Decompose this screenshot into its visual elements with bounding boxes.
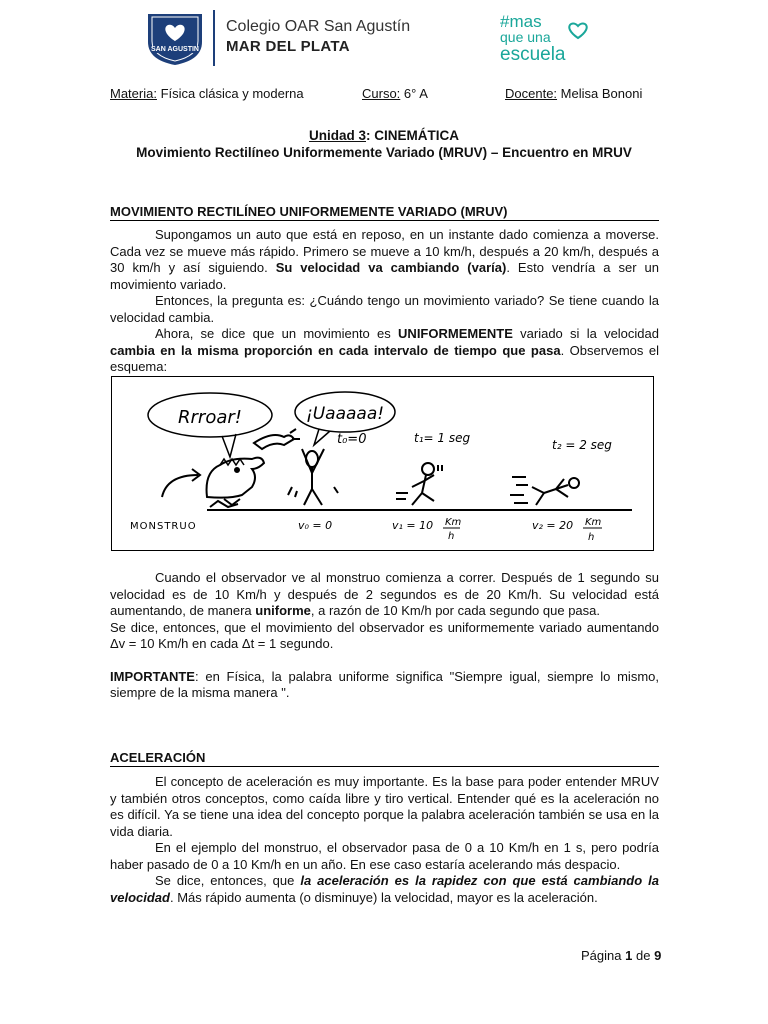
slogan-line-3: escuela	[500, 44, 566, 64]
paragraph-7: En el ejemplo del monstruo, el observador pasa de 0 a 10 Km/h en 1 s, pero podría haber pasado de 0 a 10 Km/h en un año. En ese caso estaría acelerando más despacio.	[110, 840, 659, 872]
label-v0: v₀ = 0	[298, 519, 333, 532]
label-v2-unit-h: h	[588, 532, 595, 543]
label-v1-unit-km: Km	[445, 517, 462, 528]
heart-icon	[569, 23, 586, 38]
course-value: 6° A	[403, 86, 428, 101]
course	[362, 86, 428, 101]
teacher-label: Docente:	[505, 86, 558, 101]
observer-running-2-drawing	[510, 477, 579, 505]
section-aceleracion-text	[110, 774, 659, 906]
mruv-figure	[111, 376, 654, 551]
page-subtitle: Movimiento Rectilíneo Uniformemente Variado (MRUV) – Encuentro en MRUV	[136, 145, 632, 160]
label-v2: v₂ = 20	[532, 519, 574, 532]
course-label: Curso:	[362, 86, 401, 101]
paragraph-5: Se dice, entonces, que el movimiento del observador es uniformemente variado aumentando Δv = 10 Km/h en cada Δt = 1 segundo.	[110, 619, 659, 651]
section-rule	[110, 220, 659, 221]
section-mruv-text	[110, 227, 659, 376]
section-heading-aceleracion: ACELERACIÓN	[110, 750, 206, 765]
person-scream-text: ¡Uaaaaa!	[305, 404, 385, 424]
school-logo	[145, 10, 205, 66]
unit-title	[0, 128, 768, 143]
paragraph-2: Entonces, la pregunta es: ¿Cuándo tengo un movimiento variado? Se tiene cuando la velocidad cambia.	[110, 293, 659, 325]
monster-drawing	[162, 458, 264, 507]
slogan-line-2: que una	[500, 29, 551, 45]
paragraph-1: Supongamos un auto que está en reposo, en un instante dado comienza a moverse. Cada vez se mueve más rápido. Primero se mueve a 10 km/h, después a 20 km/h, después a 30 km/h y así siguiendo. Su velocidad va cambiando (varía). Esto vendría a ser un movimiento variado.	[110, 227, 659, 292]
important-note: IMPORTANTE: en Física, la palabra uniforme significa "Siempre igual, siempre lo mismo, siempre de la misma manera ".	[110, 668, 659, 700]
label-v1-unit-h: h	[448, 531, 455, 542]
label-v2-unit-km: Km	[585, 517, 602, 528]
paragraph-4: Cuando el observador ve al monstruo comienza a correr. Después de 1 segundo su velocidad es de 10 Km/h y después de 2 segundos es de 20 Km/h. Su velocidad está aumentando, de manera uniforme, a razón de 10 Km/h por cada segundo que pasa.	[110, 570, 659, 618]
section-rule-2	[110, 766, 659, 767]
paragraph-3: Ahora, se dice que un movimiento es UNIFORMEMENTE variado si la velocidad cambia en la misma proporción en cada intervalo de tiempo que pasa. Observemos el esquema:	[110, 326, 659, 374]
paragraph-8: Se dice, entonces, que la aceleración es la rapidez con que está cambiando la velocidad. Más rápido aumenta (o disminuye) la velocidad, mayor es la aceleración.	[110, 873, 660, 905]
paragraph-6: El concepto de aceleración es muy importante. Es la base para poder entender MRUV y también otros conceptos, como caída libre y tiro vertical. Entender qué es la aceleración no es difícil. Ya se tiene una idea del concepto porque la palabra aceleración también se usa en la vida diaria.	[110, 774, 659, 839]
label-t2: t₂ = 2 seg	[552, 438, 612, 452]
label-monster: MONSTRUO	[130, 521, 197, 532]
slogan-logo	[500, 12, 590, 64]
label-t0: t₀=0	[337, 432, 367, 447]
subject-label: Materia:	[110, 86, 157, 101]
slogan-line-1: #mas	[500, 12, 542, 31]
observer-standing-drawing	[288, 449, 338, 505]
unit-rest: : CINEMÁTICA	[366, 128, 459, 143]
monster-claw-drawing	[254, 429, 300, 449]
label-t1: t₁= 1 seg	[414, 431, 471, 445]
observer-running-1-drawing	[396, 463, 442, 505]
monster-roar-text: Rrroar!	[178, 407, 242, 428]
page-number: Página 1 de 9	[581, 948, 662, 963]
teacher	[505, 86, 642, 101]
section-heading-mruv: MOVIMIENTO RECTILÍNEO UNIFORMEMENTE VARIADO (MRUV)	[110, 204, 508, 219]
unit-label: Unidad 3	[308, 128, 366, 143]
school-city: MAR DEL PLATA	[226, 38, 350, 55]
teacher-value: Melisa Bononi	[560, 86, 643, 101]
label-v1: v₁ = 10	[392, 519, 434, 532]
subject	[110, 86, 304, 101]
school-name: Colegio OAR San Agustín	[226, 18, 411, 35]
header-divider	[213, 10, 215, 66]
section-mruv-explanation	[110, 570, 659, 702]
subject-value: Física clásica y moderna	[160, 86, 304, 101]
logo-text: SAN AGUSTIN	[151, 46, 199, 53]
